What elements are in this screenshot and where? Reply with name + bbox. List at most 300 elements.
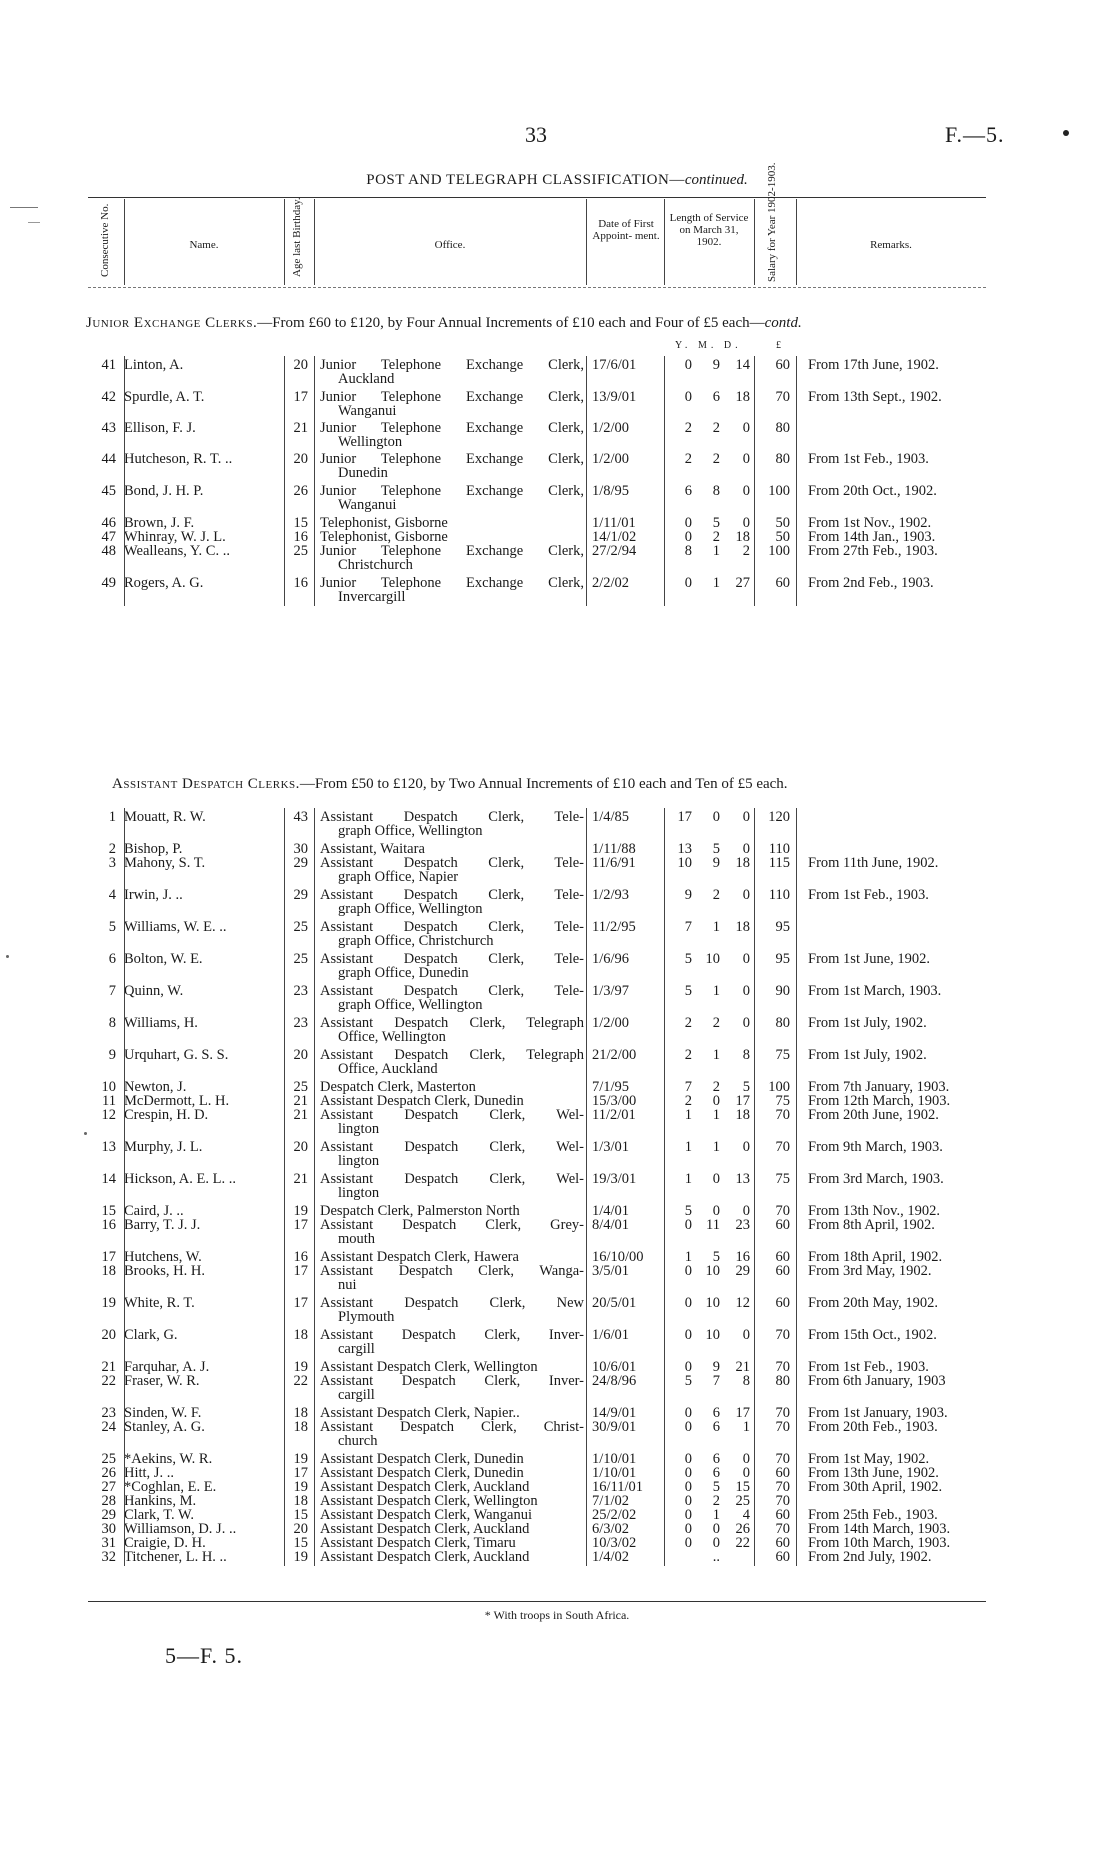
row-age: 19: [293, 1203, 308, 1219]
row-months: 0: [712, 1171, 720, 1187]
row-name: White, R. T.: [124, 1295, 195, 1311]
row-number: 16: [101, 1217, 116, 1233]
row-days: 0: [742, 1451, 750, 1467]
row-months: 10: [705, 1327, 720, 1343]
row-salary: 60: [775, 1295, 790, 1311]
row-remarks: From 13th Sept., 1902.: [808, 389, 942, 405]
row-name: Urquhart, G. S. S.: [124, 1047, 229, 1063]
row-office: Junior Telephone Exchange Clerk,: [320, 389, 584, 405]
row-number: 46: [101, 515, 116, 531]
row-date: 15/3/00: [592, 1093, 637, 1109]
row-name: Williams, H.: [124, 1015, 198, 1031]
row-office-continued: graph Office, Napier: [338, 869, 459, 885]
row-age: 19: [293, 1549, 308, 1565]
row-office: Assistant Despatch Clerk, Grey-: [320, 1217, 584, 1233]
row-number: 29: [101, 1507, 116, 1523]
row-name: Fraser, W. R.: [124, 1373, 200, 1389]
header-remarks: Remarks.: [870, 239, 912, 251]
row-age: 16: [293, 529, 308, 545]
row-remarks: From 1st Nov., 1902.: [808, 515, 932, 531]
row-date: 1/2/00: [592, 1015, 630, 1031]
row-date: 1/6/96: [592, 951, 630, 967]
row-years: 8: [684, 543, 692, 559]
units-pound: £: [776, 340, 785, 351]
row-name: Hutchens, W.: [124, 1249, 202, 1265]
row-salary: 60: [775, 1263, 790, 1279]
margin-speck: [1063, 130, 1069, 136]
row-years: 1: [684, 1107, 692, 1123]
row-number: 2: [108, 841, 116, 857]
header-divider: [586, 199, 587, 285]
row-office-continued: lington: [338, 1153, 380, 1169]
header-divider: [754, 199, 755, 285]
row-years: 0: [684, 357, 692, 373]
row-date: 30/9/01: [592, 1419, 637, 1435]
row-remarks: From 2nd Feb., 1903.: [808, 575, 934, 591]
row-remarks: From 8th April, 1902.: [808, 1217, 935, 1233]
row-remarks: From 9th March, 1903.: [808, 1139, 943, 1155]
row-number: 22: [101, 1373, 116, 1389]
row-months: 1: [712, 543, 720, 559]
row-remarks: From 17th June, 1902.: [808, 357, 939, 373]
header-date: Date of First Appoint- ment.: [592, 218, 660, 242]
row-name: Stanley, A. G.: [124, 1419, 205, 1435]
row-months: 0: [712, 809, 720, 825]
row-office: Assistant Despatch Clerk, Hawera: [320, 1249, 519, 1265]
row-number: 6: [108, 951, 116, 967]
row-months: 1: [712, 983, 720, 999]
row-years: 0: [684, 1479, 692, 1495]
column-divider: [754, 356, 755, 606]
row-number: 23: [101, 1405, 116, 1421]
row-date: 13/9/01: [592, 389, 637, 405]
row-age: 15: [293, 515, 308, 531]
row-age: 23: [293, 983, 308, 999]
row-age: 17: [293, 389, 308, 405]
row-age: 25: [293, 951, 308, 967]
row-age: 29: [293, 855, 308, 871]
row-number: 7: [108, 983, 116, 999]
row-number: 1: [108, 809, 116, 825]
row-date: 1/2/93: [592, 887, 630, 903]
row-number: 19: [101, 1295, 116, 1311]
row-office-continued: graph Office, Wellington: [338, 997, 483, 1013]
row-age: 20: [293, 1521, 308, 1537]
row-days: 15: [735, 1479, 750, 1495]
row-name: Barry, T. J. J.: [124, 1217, 201, 1233]
row-years: 0: [684, 1359, 692, 1375]
row-remarks: From 20th June, 1902.: [808, 1107, 939, 1123]
row-age: 25: [293, 543, 308, 559]
row-days: 0: [742, 1015, 750, 1031]
row-years: 0: [684, 1493, 692, 1509]
row-number: 8: [108, 1015, 116, 1031]
row-office: Despatch Clerk, Palmerston North: [320, 1203, 520, 1219]
row-remarks: From 13th Nov., 1902.: [808, 1203, 940, 1219]
row-age: 26: [293, 483, 308, 499]
row-name: Newton, J.: [124, 1079, 187, 1095]
header-name: Name.: [189, 239, 219, 251]
row-number: 42: [101, 389, 116, 405]
row-date: 1/10/01: [592, 1451, 637, 1467]
row-salary: 60: [775, 1217, 790, 1233]
row-months: 1: [712, 1047, 720, 1063]
row-months: 7: [712, 1373, 720, 1389]
row-date: 1/4/85: [592, 809, 630, 825]
row-age: 19: [293, 1451, 308, 1467]
column-divider: [586, 356, 587, 606]
row-days: 22: [735, 1535, 750, 1551]
row-salary: 100: [768, 543, 790, 559]
row-salary: 50: [775, 515, 790, 531]
row-months: 5: [712, 1479, 720, 1495]
row-date: 1/4/02: [592, 1549, 630, 1565]
row-days: 0: [742, 451, 750, 467]
row-days: 0: [742, 1465, 750, 1481]
row-months: 6: [712, 1451, 720, 1467]
row-remarks: From 1st Feb., 1903.: [808, 1359, 929, 1375]
row-days: 14: [735, 357, 750, 373]
row-years: 9: [684, 887, 692, 903]
row-salary: 75: [775, 1171, 790, 1187]
row-date: 21/2/00: [592, 1047, 637, 1063]
row-number: 5: [108, 919, 116, 935]
row-years: 0: [684, 1535, 692, 1551]
row-date: 1/3/01: [592, 1139, 630, 1155]
row-office: Assistant Despatch Clerk, Inver-: [320, 1373, 584, 1389]
row-age: 21: [293, 420, 308, 436]
row-remarks: From 7th January, 1903.: [808, 1079, 950, 1095]
row-number: 25: [101, 1451, 116, 1467]
row-number: 44: [101, 451, 116, 467]
row-name: Sinden, W. F.: [124, 1405, 202, 1421]
row-years: 2: [684, 451, 692, 467]
row-years: 2: [684, 1015, 692, 1031]
row-months: 0: [712, 1535, 720, 1551]
row-remarks: From 1st March, 1903.: [808, 983, 942, 999]
row-remarks: From 25th Feb., 1903.: [808, 1507, 938, 1523]
row-number: 47: [101, 529, 116, 545]
row-salary: 70: [775, 1451, 790, 1467]
row-days: 1: [742, 1419, 750, 1435]
row-months: 9: [712, 855, 720, 871]
row-years: 0: [684, 1327, 692, 1343]
row-remarks: From 20th Feb., 1903.: [808, 1419, 938, 1435]
row-days: 17: [735, 1405, 750, 1421]
header-length: Length of Service on March 31, 1902.: [669, 212, 749, 248]
column-divider: [586, 808, 587, 1566]
page-number: 33: [525, 122, 547, 147]
row-salary: 60: [775, 1249, 790, 1265]
row-number: 12: [101, 1107, 116, 1123]
row-date: 3/5/01: [592, 1263, 630, 1279]
row-salary: 60: [775, 1549, 790, 1565]
row-office-continued: Wanganui: [338, 403, 397, 419]
row-office: Assistant Despatch Clerk, Auckland: [320, 1549, 530, 1565]
row-remarks: From 27th Feb., 1903.: [808, 543, 938, 559]
row-age: 16: [293, 575, 308, 591]
row-age: 20: [293, 451, 308, 467]
row-days: 26: [735, 1521, 750, 1537]
row-name: Brown, J. F.: [124, 515, 195, 531]
row-remarks: From 30th April, 1902.: [808, 1479, 943, 1495]
row-name: Irwin, J. ..: [124, 887, 183, 903]
row-office: Assistant Despatch Clerk, Wanganui: [320, 1507, 532, 1523]
column-divider: [796, 808, 797, 1566]
row-years: 0: [684, 1465, 692, 1481]
row-office: Assistant Despatch Clerk, Dunedin: [320, 1093, 524, 1109]
row-name: Hutcheson, R. T. ..: [124, 451, 233, 467]
row-months: ..: [712, 1549, 720, 1565]
row-office: Junior Telephone Exchange Clerk,: [320, 483, 584, 499]
row-days: 0: [742, 420, 750, 436]
row-office: Assistant Despatch Clerk, Wanga-: [320, 1263, 584, 1279]
row-years: 0: [684, 1507, 692, 1523]
row-number: 49: [101, 575, 116, 591]
row-office: Assistant Despatch Clerk, Wel-: [320, 1107, 584, 1123]
row-age: 23: [293, 1015, 308, 1031]
row-remarks: From 20th May, 1902.: [808, 1295, 938, 1311]
row-office: Junior Telephone Exchange Clerk,: [320, 420, 584, 436]
row-office: Assistant Despatch Clerk, Wel-: [320, 1171, 584, 1187]
row-salary: 100: [768, 1079, 790, 1095]
row-remarks: From 13th June, 1902.: [808, 1465, 939, 1481]
margin-speck: [6, 955, 9, 958]
units-row: Y. M. D.: [675, 340, 742, 351]
row-date: 1/11/01: [592, 515, 636, 531]
row-age: 25: [293, 1079, 308, 1095]
row-number: 28: [101, 1493, 116, 1509]
column-divider: [284, 356, 285, 606]
row-office-continued: Office, Wellington: [338, 1029, 446, 1045]
row-years: 1: [684, 1171, 692, 1187]
row-years: 0: [684, 575, 692, 591]
row-name: Bolton, W. E.: [124, 951, 203, 967]
row-salary: 50: [775, 529, 790, 545]
row-number: 31: [101, 1535, 116, 1551]
row-date: 1/11/88: [592, 841, 636, 857]
row-office: Assistant Despatch Clerk, Christ-: [320, 1419, 584, 1435]
row-years: 1: [684, 1249, 692, 1265]
row-age: 18: [293, 1327, 308, 1343]
row-months: 1: [712, 1107, 720, 1123]
row-date: 11/2/95: [592, 919, 636, 935]
row-years: 0: [684, 1419, 692, 1435]
row-date: 17/6/01: [592, 357, 637, 373]
row-office: Assistant Despatch Clerk, Tele-: [320, 855, 584, 871]
row-name: Rogers, A. G.: [124, 575, 204, 591]
row-date: 27/2/94: [592, 543, 637, 559]
row-years: 13: [677, 841, 692, 857]
row-days: 21: [735, 1359, 750, 1375]
row-remarks: From 11th June, 1902.: [808, 855, 939, 871]
row-days: 0: [742, 1139, 750, 1155]
row-days: 12: [735, 1295, 750, 1311]
row-salary: 80: [775, 451, 790, 467]
row-number: 27: [101, 1479, 116, 1495]
row-number: 15: [101, 1203, 116, 1219]
row-age: 43: [293, 809, 308, 825]
row-office-continued: graph Office, Dunedin: [338, 965, 469, 981]
row-years: 1: [684, 1139, 692, 1155]
row-office-continued: graph Office, Wellington: [338, 901, 483, 917]
row-months: 5: [712, 1249, 720, 1265]
row-salary: 60: [775, 1535, 790, 1551]
margin-mark: [10, 207, 38, 208]
row-years: 7: [684, 919, 692, 935]
row-date: 11/2/01: [592, 1107, 636, 1123]
row-age: 20: [293, 357, 308, 373]
section-heading-assistant-despatch: Assistant Despatch Clerks.—From £50 to £120, by Two Annual Increments of £10 each and Ten of £5 each.: [112, 776, 788, 792]
row-months: 6: [712, 1419, 720, 1435]
row-months: 2: [712, 1015, 720, 1031]
row-days: 27: [735, 575, 750, 591]
row-months: 6: [712, 1465, 720, 1481]
row-months: 0: [712, 1521, 720, 1537]
row-salary: 90: [775, 983, 790, 999]
row-name: Mahony, S. T.: [124, 855, 206, 871]
row-salary: 80: [775, 420, 790, 436]
row-remarks: From 1st July, 1902.: [808, 1015, 927, 1031]
row-age: 21: [293, 1093, 308, 1109]
row-days: 5: [742, 1079, 750, 1095]
row-age: 21: [293, 1107, 308, 1123]
row-number: 17: [101, 1249, 116, 1265]
row-age: 18: [293, 1493, 308, 1509]
row-name: Caird, J. ..: [124, 1203, 184, 1219]
row-remarks: From 1st June, 1902.: [808, 951, 931, 967]
page-title: POST AND TELEGRAPH CLASSIFICATION—continued.: [366, 172, 748, 188]
row-date: 1/8/95: [592, 483, 630, 499]
row-salary: 95: [775, 951, 790, 967]
row-months: 2: [712, 887, 720, 903]
row-office-continued: cargill: [338, 1341, 375, 1357]
row-date: 10/3/02: [592, 1535, 637, 1551]
row-office-continued: nui: [338, 1277, 357, 1293]
row-days: 0: [742, 1203, 750, 1219]
row-months: 1: [712, 1507, 720, 1523]
row-years: 2: [684, 1047, 692, 1063]
row-days: 8: [742, 1373, 750, 1389]
row-salary: 110: [768, 887, 790, 903]
row-name: Craigie, D. H.: [124, 1535, 206, 1551]
row-days: 0: [742, 951, 750, 967]
row-date: 16/11/01: [592, 1479, 644, 1495]
row-days: 0: [742, 1327, 750, 1343]
row-number: 32: [101, 1549, 116, 1565]
row-salary: 75: [775, 1093, 790, 1109]
row-salary: 70: [775, 1479, 790, 1495]
row-years: 0: [684, 1295, 692, 1311]
row-years: 5: [684, 951, 692, 967]
header-divider: [664, 199, 665, 285]
row-remarks: From 2nd July, 1902.: [808, 1549, 932, 1565]
margin-mark: [28, 222, 40, 223]
row-number: 48: [101, 543, 116, 559]
row-name: Quinn, W.: [124, 983, 184, 999]
table-bottom-rule: [88, 1601, 986, 1602]
row-date: 16/10/00: [592, 1249, 644, 1265]
row-age: 20: [293, 1139, 308, 1155]
row-days: 18: [735, 389, 750, 405]
row-age: 20: [293, 1047, 308, 1063]
row-number: 20: [101, 1327, 116, 1343]
row-name: Linton, A.: [124, 357, 184, 373]
row-office: Junior Telephone Exchange Clerk,: [320, 575, 584, 591]
row-date: 25/2/02: [592, 1507, 637, 1523]
row-age: 29: [293, 887, 308, 903]
row-days: 13: [735, 1171, 750, 1187]
row-number: 26: [101, 1465, 116, 1481]
row-number: 45: [101, 483, 116, 499]
row-number: 4: [108, 887, 116, 903]
row-name: Whinray, W. J. L.: [124, 529, 226, 545]
row-months: 6: [712, 389, 720, 405]
row-age: 21: [293, 1171, 308, 1187]
row-office-continued: lington: [338, 1121, 380, 1137]
row-office: Assistant Despatch Clerk, Telegraph: [320, 1015, 584, 1031]
row-age: 15: [293, 1507, 308, 1523]
row-number: 41: [101, 357, 116, 373]
row-number: 14: [101, 1171, 116, 1187]
row-months: 1: [712, 575, 720, 591]
column-divider: [314, 808, 315, 1566]
row-months: 0: [712, 1093, 720, 1109]
row-age: 25: [293, 919, 308, 935]
row-years: 0: [684, 1521, 692, 1537]
row-years: 0: [684, 1217, 692, 1233]
row-name: Wealleans, Y. C. ..: [124, 543, 230, 559]
row-remarks: From 3rd May, 1902.: [808, 1263, 932, 1279]
row-days: 18: [735, 1107, 750, 1123]
row-remarks: From 3rd March, 1903.: [808, 1171, 944, 1187]
row-salary: 70: [775, 1359, 790, 1375]
row-office-continued: lington: [338, 1185, 380, 1201]
row-date: 1/2/00: [592, 420, 630, 436]
row-years: 17: [677, 809, 692, 825]
column-divider: [284, 808, 285, 1566]
row-office: Assistant Despatch Clerk, Tele-: [320, 919, 584, 935]
column-divider: [796, 356, 797, 606]
row-office: Assistant Despatch Clerk, Tele-: [320, 809, 584, 825]
row-date: 1/6/01: [592, 1327, 630, 1343]
row-months: 10: [705, 951, 720, 967]
row-months: 0: [712, 1203, 720, 1219]
row-years: 7: [684, 1079, 692, 1095]
row-name: Mouatt, R. W.: [124, 809, 206, 825]
row-years: 2: [684, 1093, 692, 1109]
row-salary: 70: [775, 389, 790, 405]
row-age: 17: [293, 1465, 308, 1481]
row-salary: 120: [768, 809, 790, 825]
row-salary: 70: [775, 1493, 790, 1509]
row-name: Hitt, J. ..: [124, 1465, 174, 1481]
row-name: *Aekins, W. R.: [124, 1451, 213, 1467]
row-days: 16: [735, 1249, 750, 1265]
row-office-continued: Office, Auckland: [338, 1061, 438, 1077]
row-number: 10: [101, 1079, 116, 1095]
row-office: Assistant Despatch Clerk, Tele-: [320, 887, 584, 903]
row-date: 10/6/01: [592, 1359, 637, 1375]
header-top-rule: [88, 197, 986, 198]
row-days: 23: [735, 1217, 750, 1233]
row-number: 21: [101, 1359, 116, 1375]
row-date: 14/9/01: [592, 1405, 637, 1421]
row-office: Assistant Despatch Clerk, Auckland: [320, 1479, 530, 1495]
row-years: 0: [684, 1263, 692, 1279]
row-office-continued: graph Office, Wellington: [338, 823, 483, 839]
row-remarks: From 14th Jan., 1903.: [808, 529, 936, 545]
